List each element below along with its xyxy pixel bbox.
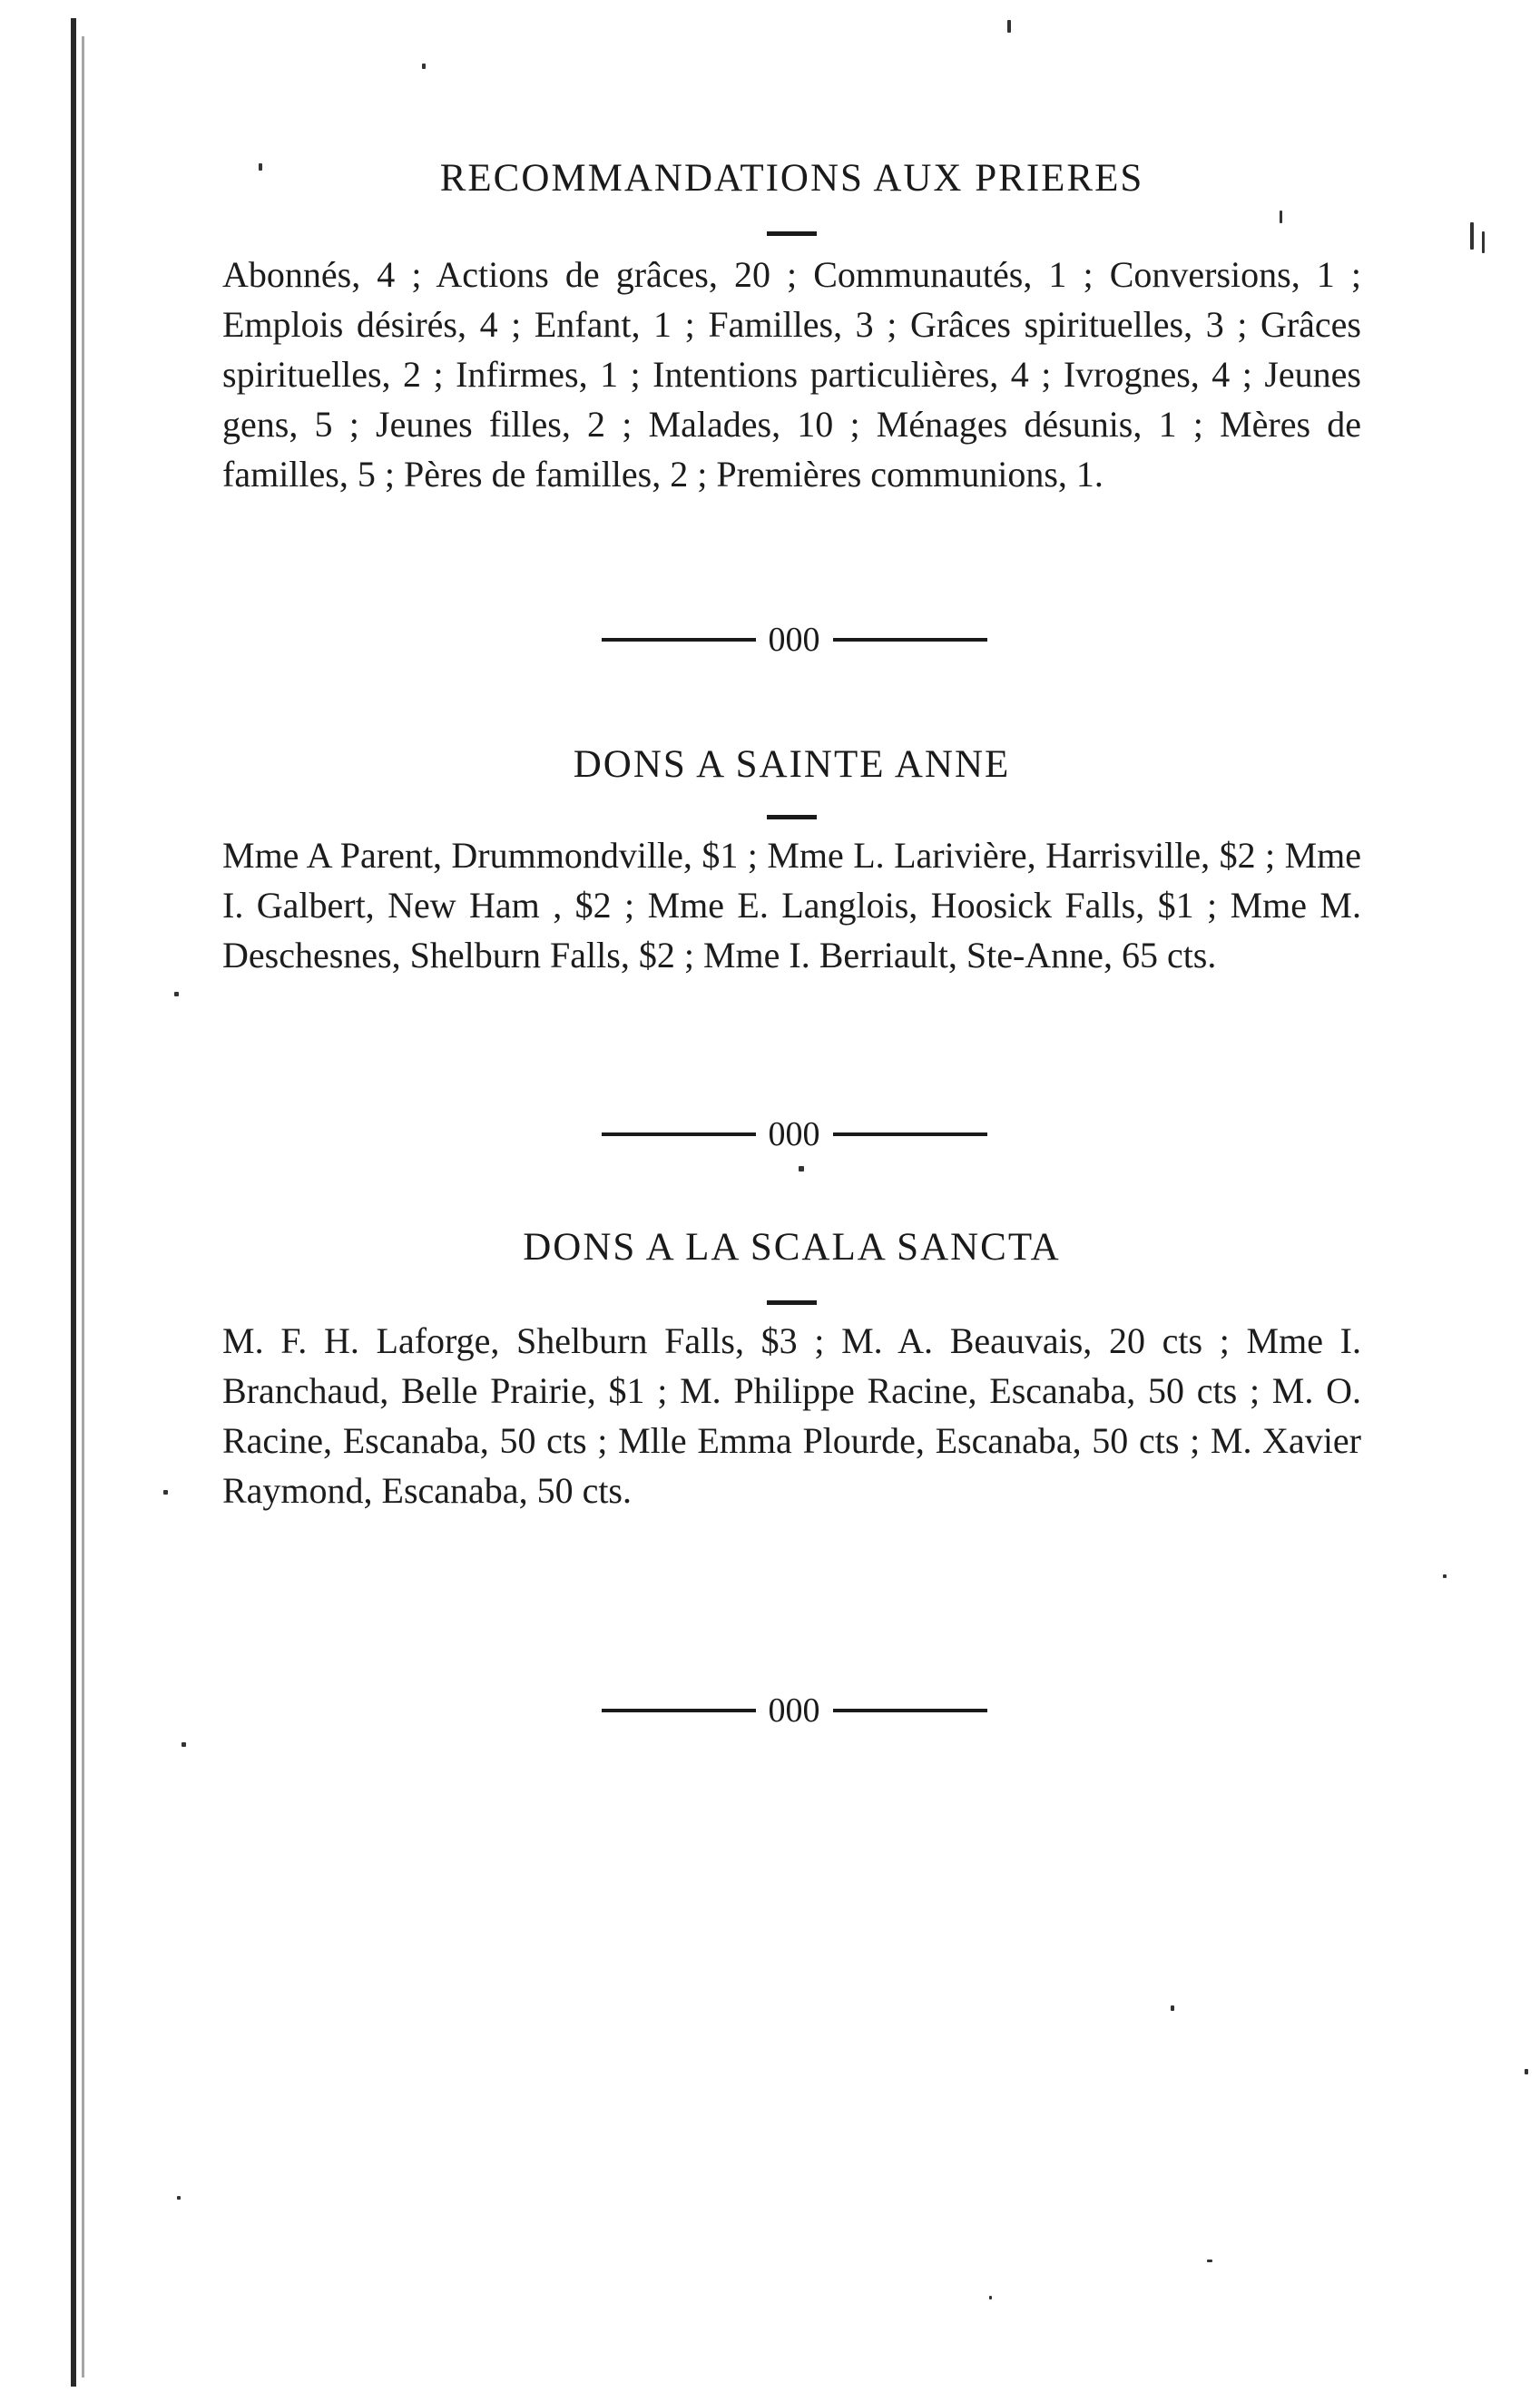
- separator-line-right: [833, 1709, 987, 1712]
- section-body-scala-sancta: M. F. H. Laforge, Shelburn Falls, $3 ; M. A. Beauvais, 20 cts ; Mme I. Branchaud, Belle Prairie, $1 ; M. Philippe Racine, Escanaba, 50 cts ; M. O. Racine, Escanaba, 50 cts ; Mlle Emma Plourde, Escanaba, 50 cts ; M. Xavier Raymond, Escanaba, 50 cts.: [222, 1320, 1361, 1511]
- heading-rule: [767, 231, 817, 236]
- separator-line-right: [833, 1132, 987, 1136]
- scan-speck: [1207, 2260, 1212, 2262]
- heading-rule: [767, 1300, 817, 1305]
- section-heading-sainte-anne: DONS A SAINTE ANNE: [573, 743, 1011, 786]
- section-separator: [585, 617, 1003, 662]
- scan-speck: [174, 992, 179, 996]
- scan-speck: [1171, 2005, 1174, 2011]
- scan-speck: [799, 1166, 804, 1172]
- scan-speck: [163, 1490, 168, 1495]
- scan-speck: [422, 64, 426, 69]
- separator-line-left: [602, 1709, 756, 1712]
- section-separator: [585, 1688, 1003, 1733]
- scan-speck: [259, 163, 262, 171]
- page-binding-shadow: [82, 36, 84, 2377]
- section-heading-scala-sancta: DONS A LA SCALA SANCTA: [523, 1226, 1061, 1269]
- section-heading-recommandations: RECOMMANDATIONS AUX PRIERES: [439, 157, 1144, 200]
- heading-rule: [767, 815, 817, 819]
- section-body-sainte-anne: Mme A Parent, Drummondville, $1 ; Mme L. Larivière, Harrisville, $2 ; Mme I. Galbert, New Ham , $2 ; Mme E. Langlois, Hoosick Falls, $1 ; Mme M. Deschesnes, Shelburn Falls, $2 ; Mme I. Berriault, Ste-Anne, 65 cts.: [222, 835, 1361, 976]
- scan-speck: [1007, 20, 1011, 33]
- separator-line-left: [602, 638, 756, 642]
- scan-speck: [989, 2296, 992, 2299]
- separator-mark: 000: [768, 621, 820, 659]
- scan-speck: [1470, 222, 1474, 250]
- page-binding-edge: [71, 18, 76, 2387]
- scan-speck: [1280, 211, 1282, 223]
- scan-speck: [181, 1742, 186, 1747]
- section-separator: [585, 1112, 1003, 1157]
- separator-mark: 000: [768, 1691, 820, 1730]
- separator-line-right: [833, 638, 987, 642]
- separator-line-left: [602, 1132, 756, 1136]
- scan-speck: [1482, 231, 1485, 253]
- scan-speck: [1525, 2069, 1528, 2074]
- scan-speck: [177, 2196, 181, 2200]
- section-body-recommandations: Abonnés, 4 ; Actions de grâces, 20 ; Communautés, 1 ; Conversions, 1 ; Emplois désirés, 4 ; Enfant, 1 ; Familles, 3 ; Grâces spirituelles, 3 ; Grâces spirituelles, 2 ; Infirmes, 1 ; Intentions particulières, 4 ; Ivrognes, 4 ; Jeunes gens, 5 ; Jeunes filles, 2 ; Malades, 10 ; Ménages désunis, 1 ; Mères de familles, 5 ; Pères de familles, 2 ; Premières communions, 1.: [222, 254, 1361, 495]
- scan-speck: [1443, 1574, 1447, 1578]
- separator-mark: 000: [768, 1115, 820, 1153]
